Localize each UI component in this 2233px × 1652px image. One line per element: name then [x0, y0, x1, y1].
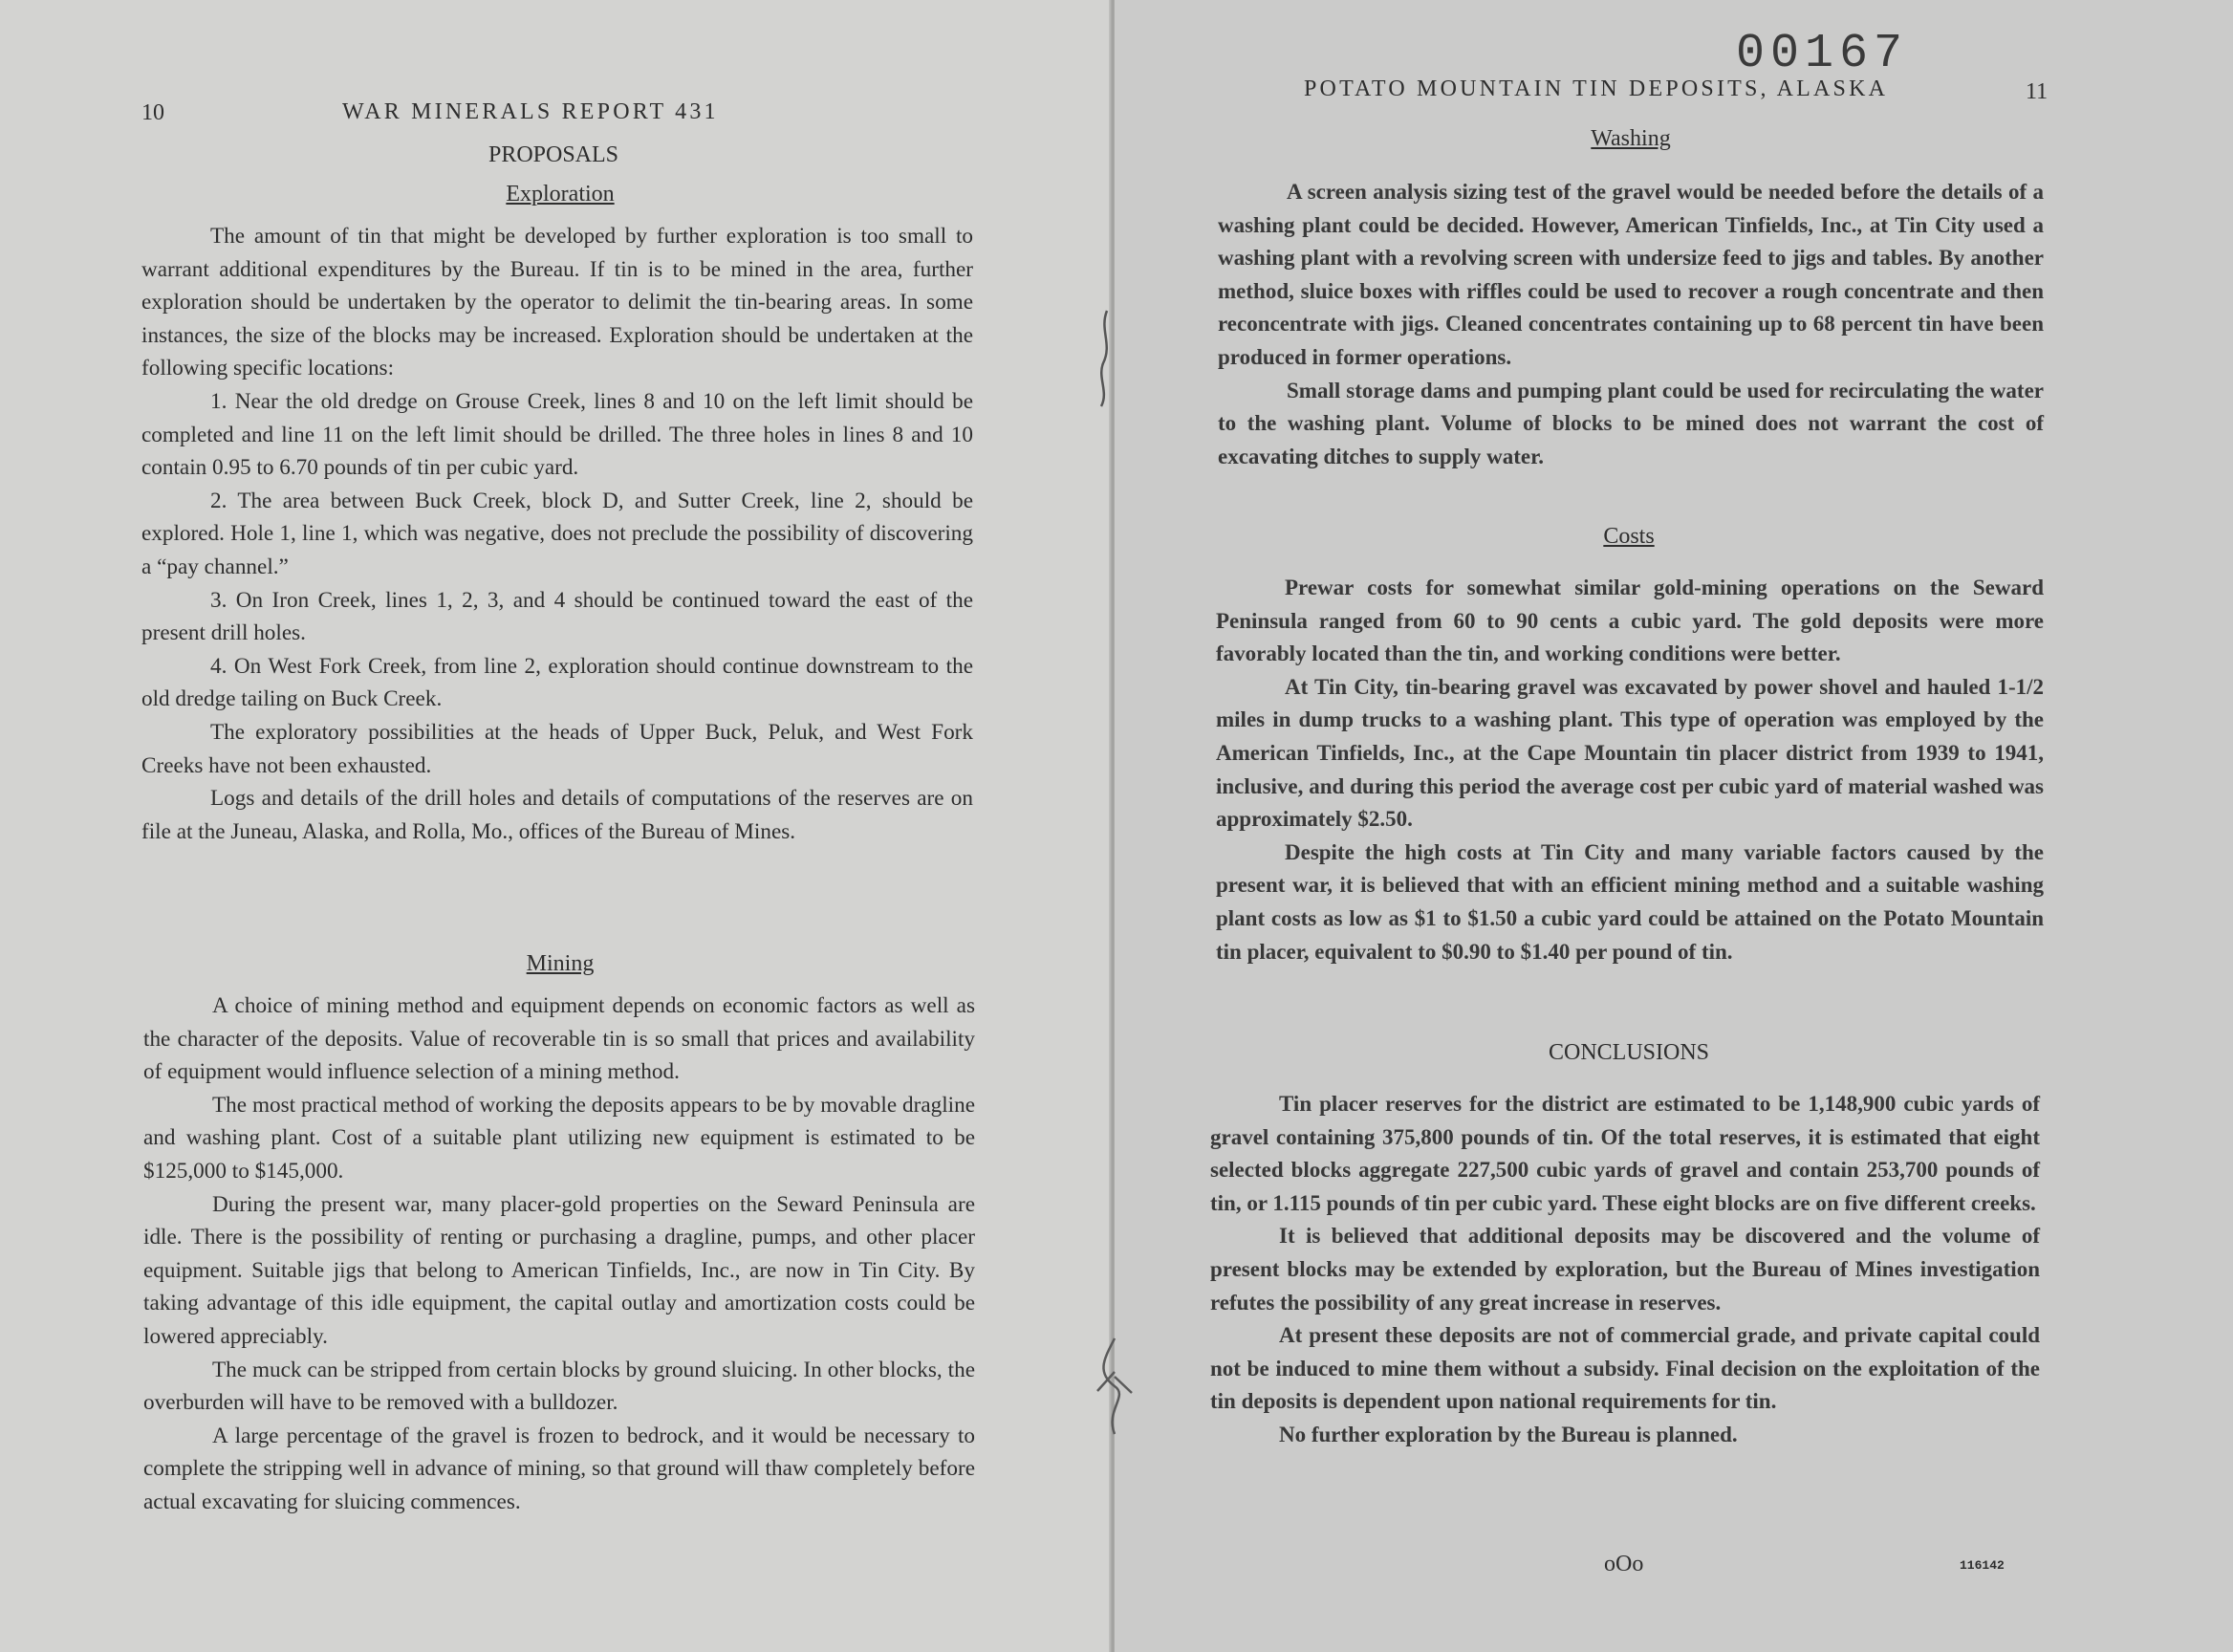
binding-staple-mark	[1086, 1334, 1143, 1439]
paragraph: The amount of tin that might be developed by further exploration is too small to warrant additional expenditures by the Bureau. If tin is to be mined in the area, further exploration should be undertaken by the operator to delimit the tin-bearing areas. In some instances, the size of the blocks may be increased. Exploration should be undertaken at the following specific locations:	[141, 224, 973, 381]
paragraph: Small storage dams and pumping plant could be used for recirculating the water to the washing plant. Volume of blocks to be mined does not warrant the cost of excavating ditches to supply water.	[1218, 378, 2044, 468]
page-number: 10	[141, 100, 164, 125]
exploration-heading: Exploration	[506, 182, 615, 206]
exploration-text	[141, 220, 973, 848]
section-title: PROPOSALS	[488, 142, 619, 167]
paragraph: The most practical method of working the deposits appears to be by movable dragline and washing plant. Cost of a suitable plant utilizing new equipment is estimated to be $125,000 to $145,000.	[143, 1092, 975, 1184]
washing-heading: Washing	[1591, 126, 1671, 151]
serial-number: 116142	[1960, 1558, 2005, 1573]
running-head: WAR MINERALS REPORT 431	[342, 99, 719, 124]
washing-text	[1218, 176, 2044, 473]
end-mark: oOo	[1604, 1552, 1644, 1576]
paragraph: The exploratory possibilities at the heads of Upper Buck, Peluk, and West Fork Creeks have not been exhausted.	[141, 719, 973, 778]
paragraph: No further exploration by the Bureau is planned.	[1279, 1422, 1738, 1446]
conclusions-heading: CONCLUSIONS	[1548, 1040, 1710, 1065]
paragraph: Logs and details of the drill holes and details of computations of the reserves are on file at the Juneau, Alaska, and Rolla, Mo., offices of the Bureau of Mines.	[141, 786, 973, 844]
paragraph: During the present war, many placer-gold properties on the Seward Peninsula are idle. There is the possibility of renting or purchasing a dragline, pumps, and other placer equipment. Suitable jigs that belong to American Tinfields, Inc., are now in Tin City. By taking advantage of this idle equipment, the capital outlay and amortization costs could be lowered appreciably.	[143, 1191, 975, 1349]
stamp-number: 00167	[1735, 27, 1908, 81]
paragraph: At Tin City, tin-bearing gravel was excavated by power shovel and hauled 1-1/2 miles in dump trucks to a washing plant. This type of operation was employed by the American Tinfields, Inc., at the Cape Mountain tin placer district from 1939 to 1941, inclusive, and during this period the average cost per cubic yard of material washed was approximately $2.50.	[1216, 674, 2044, 832]
paragraph: Prewar costs for somewhat similar gold-mining operations on the Seward Peninsula ranged from 60 to 90 cents a cubic yard. The gold deposits were more favorably located than the tin, and working conditions were better.	[1216, 576, 2044, 666]
paragraph: The muck can be stripped from certain blocks by ground sluicing. In other blocks, the overburden will have to be removed with a bulldozer.	[143, 1357, 975, 1416]
mining-heading: Mining	[526, 951, 595, 976]
paragraph: A screen analysis sizing test of the gravel would be needed before the details of a washing plant could be decided. However, American Tinfields, Inc., at Tin City used a washing plant with a revolving screen with undersize feed to jigs and tables. By another method, sluice boxes with riffles could be used to recover a rough concentrate and then reconcentrate with jigs. Cleaned concentrates containing up to 68 percent tin have been produced in former operations.	[1218, 180, 2044, 369]
running-head: POTATO MOUNTAIN TIN DEPOSITS, ALASKA	[1304, 76, 1889, 101]
paragraph: 2. The area between Buck Creek, block D, and Sutter Creek, line 2, should be explored. Hole 1, line 1, which was negative, does not preclude the possibility of discovering a “pay channel.”	[141, 488, 973, 579]
paragraph: Despite the high costs at Tin City and many variable factors caused by the present war, it is believed that with an efficient mining method and a suitable washing plant costs as low as $1 to $1.50 a cubic yard could be attained on the Potato Mountain tin placer, equivalent to $0.90 to $1.40 per pound of tin.	[1216, 839, 2044, 964]
costs-text	[1216, 572, 2044, 968]
paragraph: A choice of mining method and equipment depends on economic factors as well as the character of the deposits. Value of recoverable tin is so small that prices and availability of equipment would influence selection of a mining method.	[143, 993, 975, 1085]
costs-heading: Costs	[1603, 524, 1655, 549]
paragraph: 4. On West Fork Creek, from line 2, exploration should continue downstream to the old dredge tailing on Buck Creek.	[141, 653, 973, 712]
paragraph: A large percentage of the gravel is frozen to bedrock, and it would be necessary to complete the stripping well in advance of mining, so that ground will thaw completely before actual excavating for sluicing commences.	[143, 1423, 975, 1514]
mining-text	[143, 989, 975, 1519]
paragraph: Tin placer reserves for the district are estimated to be 1,148,900 cubic yards of gravel containing 375,800 pounds of tin. Of the total reserves, it is estimated that eight selected blocks aggregate 227,500 cubic yards of gravel and contain 253,700 pounds of tin, or 1.115 pounds of tin per cubic yard. These eight blocks are on five different creeks.	[1210, 1092, 2040, 1215]
right-page	[1115, 0, 2233, 1652]
left-page	[0, 0, 1111, 1652]
paragraph: 1. Near the old dredge on Grouse Creek, lines 8 and 10 on the left limit should be completed and line 11 on the left limit should be drilled. The three holes in lines 8 and 10 contain 0.95 to 6.70 pounds of tin per cubic yard.	[141, 388, 973, 481]
paragraph: At present these deposits are not of commercial grade, and private capital could not be induced to mine them without a subsidy. Final decision on the exploitation of the tin deposits is dependent upon national requirements for tin.	[1210, 1323, 2040, 1414]
paragraph: It is believed that additional deposits may be discovered and the volume of present blocks may be extended by exploration, but the Bureau of Mines investigation refutes the possibility of any great increase in reserves.	[1210, 1224, 2040, 1315]
conclusions-text	[1210, 1088, 2040, 1452]
paragraph: 3. On Iron Creek, lines 1, 2, 3, and 4 should be continued toward the east of the present drill holes.	[141, 587, 973, 646]
page-number: 11	[2026, 79, 2049, 104]
